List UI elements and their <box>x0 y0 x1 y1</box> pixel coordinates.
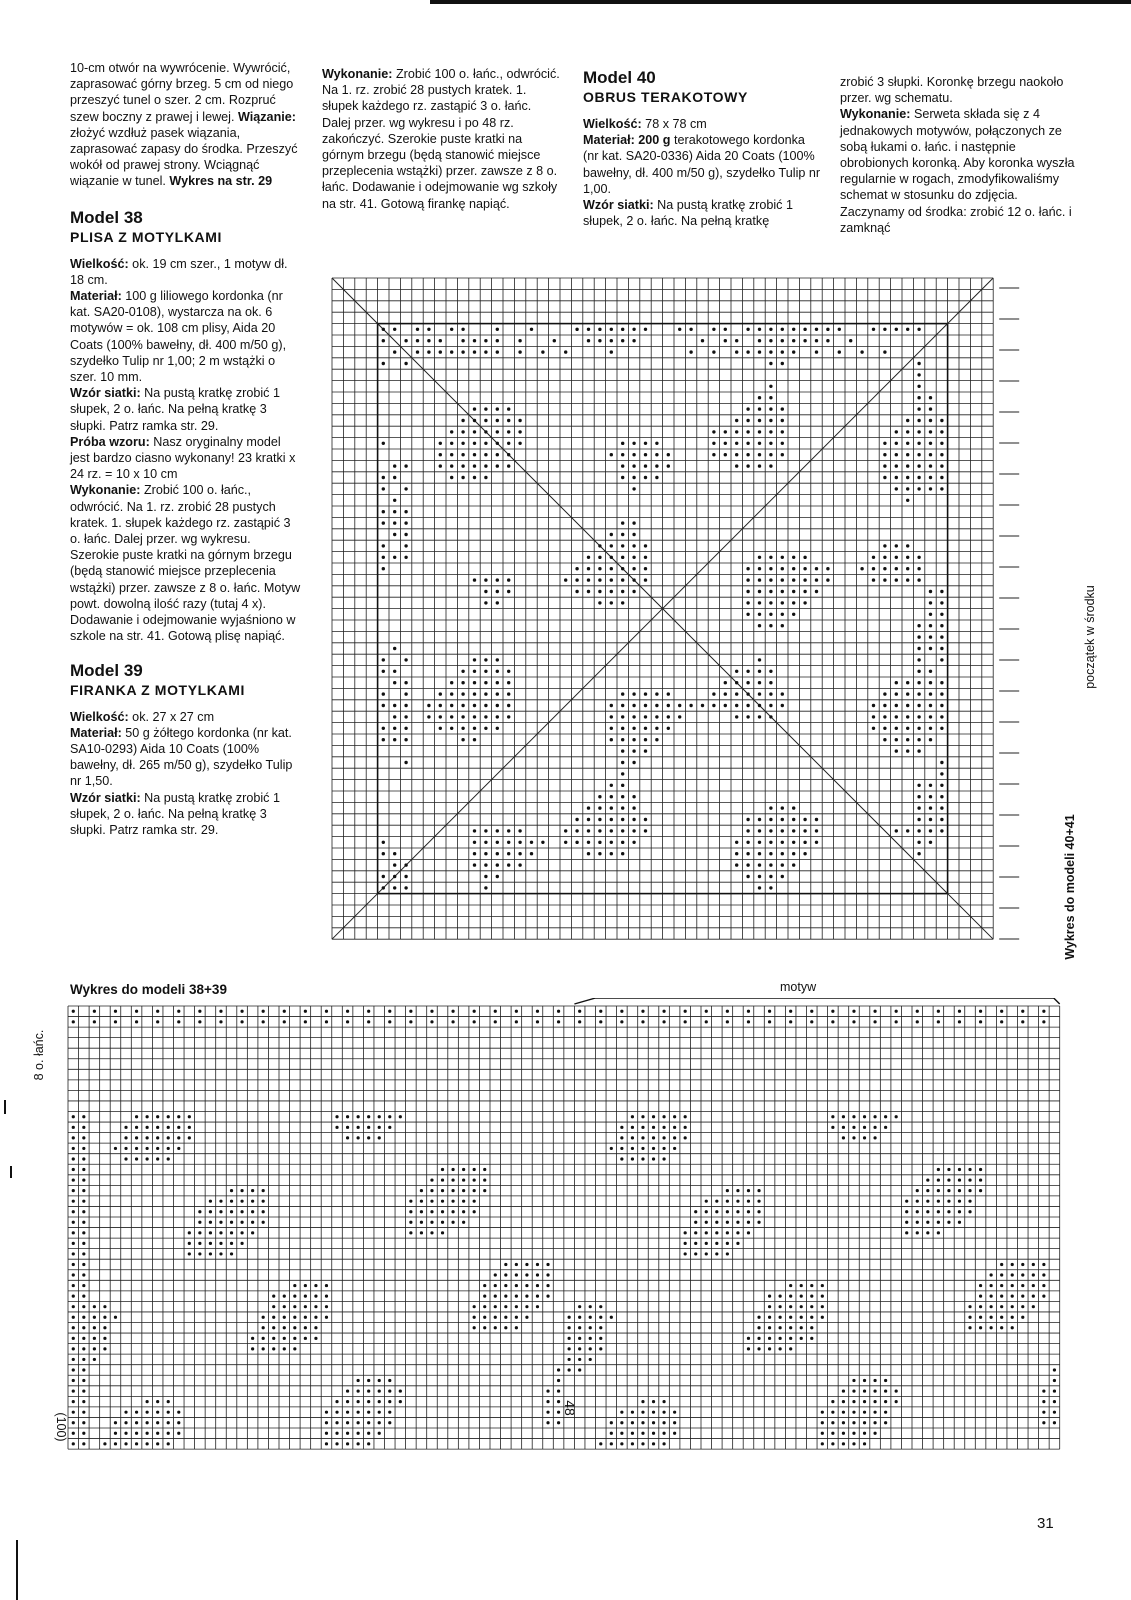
model39-grid: Wzór siatki: Na pustą kratkę zrobić 1 słupek, 2 o. łańc. Na pełną kratkę 3 słupki. Patrz ramka str. 29. <box>70 790 280 837</box>
motyw-label: motyw <box>780 980 817 994</box>
model38-gauge: Próba wzoru: Nasz oryginalny model jest bardzo ciasno wykonany! 23 kratki x 24 rz. = 10 x 10 cm <box>70 434 296 482</box>
model40-grid: Wzór siatki: Na pustą kratkę zrobić 1 słupek, 2 o. łańc. Na pełną kratkę <box>583 198 793 229</box>
model39-size: Wielkość: ok. 27 x 27 cm <box>70 709 215 724</box>
column-4 <box>840 74 1076 236</box>
chart38-title: Wykres do modeli 38+39 <box>70 982 227 997</box>
model39-material: Materiał: 50 g żółtego kordonka (nr kat. SA10-0293) Aida 10 Coats (100% bawełny, dł. 265 m/50 g), szydełko Tulip nr 1,50. <box>70 725 293 789</box>
column-1 <box>70 60 302 838</box>
margin-mark <box>4 1100 6 1114</box>
model40-heading: Model 40 <box>583 68 656 87</box>
top-rule <box>430 0 1131 4</box>
model38-material: Materiał: 100 g liliowego kordonka (nr kat. SA20-0108), wystarcza na ok. 6 motywów = ok. 108 cm plisy, Aida 20 Coats (100% bawełny, dł. 400 m/50 g), szydełko Tulip nr 1,00; 2 m wstążki o szer. 10 mm. <box>70 289 287 385</box>
model40-material: Materiał: 200 g terakotowego kordonka (nr kat. SA20-0336) Aida 20 Coats (100% bawełny, dł. 400 m/50 g), szydełko Tulip nr 1,00. <box>583 133 821 196</box>
model38-heading: Model 38 <box>70 207 143 227</box>
chart40-label: Wykres do modeli 40+41 <box>1063 814 1077 960</box>
col1-intro: 10-cm otwór na wywrócenie. Wywrócić, zaprasować górny brzeg. 5 cm od niego przeszyć tunel o szer. 2 cm. Rozpruć szew boczny z prawej i lewej. Wiązanie: złożyć wzdłuż pasek wiązania, zaprasować zapasy do środka. Przeszyć wokół od prawej strony. Wciągnąć wiązanie w tunel. Wykres na str. 29 <box>70 61 298 189</box>
column-3 <box>583 54 821 229</box>
model38-work: Wykonanie: Zrobić 100 o. łańc., odwrócić. Na 1. rz. zrobić 28 pustych kratek. 1. słupek każdego rz. zastąpić 3 o. łańc. Dalej przer. wg wykresu. Szerokie puste kratki na górnym brzegu (będą stanowić miejsce przeplecenia wstążki) przer. zawsze z 8 o. łańc. Motyw powt. dowolną ilość razy (tutaj 4 x). Dodawanie i odejmowanie wyjaśniono w szkole na str. 41. Gotową plisę napiąć. <box>70 483 301 644</box>
model38-grid: Wzór siatki: Na pustą kratkę zrobić 1 słupek, 2 o. łańc. Na pełną kratkę 3 słupki. Patrz ramka str. 29. <box>70 386 280 433</box>
col2-work: Wykonanie: Zrobić 100 o. łańc., odwrócić. Na 1. rz. zrobić 28 pustych kratek. 1. słupek każdego rz. zastąpić 3 o. łańc. Dalej przer. wg wykresu i po 48 rz. zakończyć. Szerokie puste kratki na górnym brzegu (będą stanowić miejsce przeplecenia wstążki) przer. zawsze z 8 o. łańc. Dodawanie i odejmowanie wg szkoły na str. 41. Gotową firankę napiąć. <box>322 67 560 211</box>
page-number: 31 <box>1037 1515 1054 1532</box>
margin-mark <box>16 1540 18 1600</box>
margin-mark <box>10 1166 12 1178</box>
model39-heading: Model 39 <box>70 660 143 680</box>
count100-label: (100) <box>54 1412 68 1442</box>
model40-size: Wielkość: 78 x 78 cm <box>583 117 707 131</box>
model39-subheading: FIRANKA Z MOTYLKAMI <box>70 681 245 698</box>
start-center-label: początek w środku <box>1083 585 1097 689</box>
model40-subheading: OBRUS TERAKOTOWY <box>583 89 748 105</box>
chain8-label: 8 o. łańc. <box>32 1029 46 1081</box>
chart-model40 <box>330 276 1030 990</box>
column-2 <box>322 66 560 212</box>
col4-cont: zrobić 3 słupki. Koronkę brzegu naokoło przer. wg schematu. <box>840 75 1064 106</box>
col4-work: Wykonanie: Serweta składa się z 4 jednakowych motywów, połączonych ze sobą łukami o. łańc. i następnie obrobionych koronką. Aby koronka wyszła regularnie w rogach, zmodyfikowaliśmy schemat w stosunku do zdjęcia. Zaczynamy od środka: zrobić 12 o. łańc. i zamknąć <box>840 107 1075 235</box>
rotated-48: 48 <box>562 1400 578 1416</box>
model38-subheading: PLISA Z MOTYLKAMI <box>70 228 223 245</box>
model38-size: Wielkość: ok. 19 cm szer., 1 motyw dł. 18 cm. <box>70 256 288 287</box>
